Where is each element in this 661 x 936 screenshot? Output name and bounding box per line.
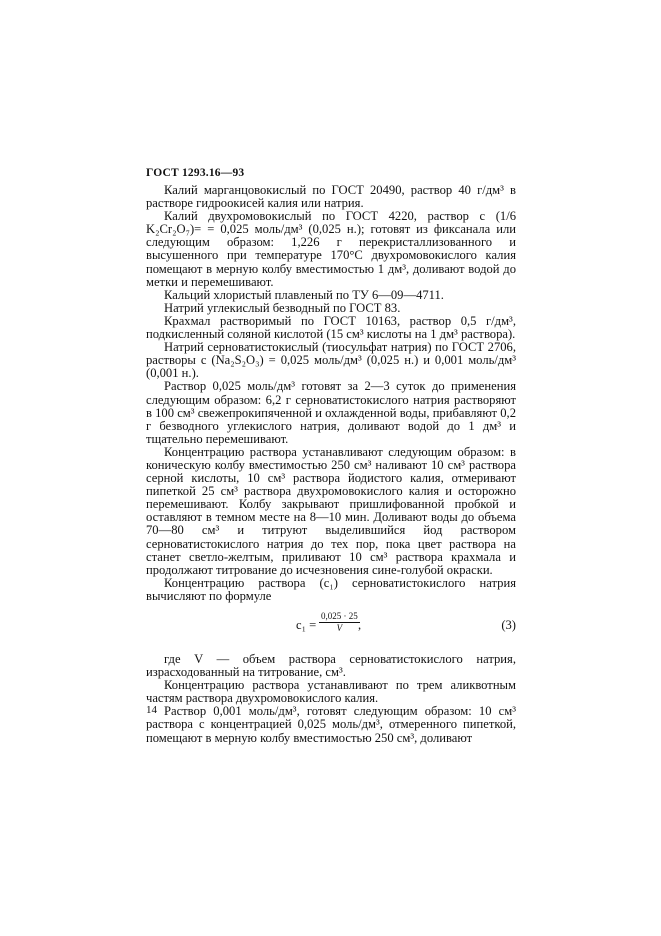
equation-number: (3): [501, 618, 516, 632]
formula-comma: ,: [358, 618, 362, 632]
paragraph: Калий марганцовокислый по ГОСТ 20490, раствор 40 г/дм³ в растворе гидроокисей калия или натрия.: [146, 183, 516, 211]
formula-lhs: c₁ =: [296, 618, 317, 632]
formula-denominator: V: [336, 623, 343, 633]
paragraph: Раствор 0,025 моль/дм³ готовят за 2—3 суток до применения следующим образом: 6,2 г серноватистокислого натрия растворяют в 100 см³ свежепрокипяченной и охлажденной воды, прибавляют 0,2 г безводного углекислого натрия, доливают водой до 1 дм³ и тщательно перемешивают.: [146, 379, 516, 446]
paragraph: Концентрацию раствора (c₁) серноватистокислого натрия вычисляют по формуле: [146, 575, 516, 603]
paragraph: Раствор 0,001 моль/дм³, готовят следующим образом: 10 см³ раствора с концентрацией 0,025 моль/дм³, отмеренного пипеткой, помещают в мерную колбу вместимостью 250 см³, доливают: [146, 704, 516, 745]
formula-3: [146, 605, 516, 647]
formula-fraction: [319, 611, 360, 634]
paragraph: Кальций хлористый плавленый по ТУ 6—09—4711.: [164, 287, 444, 302]
paragraph: Натрий углекислый безводный по ГОСТ 83.: [164, 300, 401, 315]
page-number: 14: [146, 704, 157, 716]
paragraph: Концентрацию раствора устанавливают следующим образом: в коническую колбу вместимостью 250 см³ наливают 10 см³ раствора серной кислоты, 10 см³ раствора йодистого калия, отмеривают пипеткой 25 см³ раствора двухромовокислого калия и осторожно перемешивают. Колбу закрывают пришлифованной пробкой и оставляют в темном месте на 8—10 мин. Доливают воды до объема 70—80 см³ и титруют выделившийся йод раствором серноватистокислого натрия до тех пор, пока цвет раствора на станет светло-желтым, приливают 10 см³ раствора крахмала и продолжают титрование до исчезновения сине-голубой окраски.: [146, 444, 516, 577]
document-header: ГОСТ 1293.16—93: [146, 167, 245, 179]
paragraph: Натрий серноватистокислый (тиосульфат натрия) по ГОСТ 2706, растворы c (Na₂S₂O₃) = 0,025 моль/дм³ (0,025 н.) и 0,001 моль/дм³ (0,001 н.).: [146, 340, 516, 381]
paragraph: Крахмал растворимый по ГОСТ 10163, раствор 0,5 г/дм³, подкисленный соляной кислотой (15 см³ кислоты на 1 дм³ раствора).: [146, 313, 516, 342]
formula-numerator: 0,025 · 25: [321, 611, 358, 621]
paragraph: Концентрацию раствора устанавливают по трем аликвотным частям раствора двухромовокислого калия.: [146, 678, 516, 706]
paragraph: Калий двухромовокислый по ГОСТ 4220, раствор c (1/6 K₂Cr₂O₇)= = 0,025 моль/дм³ (0,025 н.); готовят из фиксанала или следующим образом: 1,226 г перекристаллизованного и высушенного при температуре 170°С двухромовокислого калия помещают в мерную колбу вместимостью 1 дм³, доливают водой до метки и перемешивают.: [146, 209, 516, 289]
body-text: [146, 184, 516, 745]
paragraph: где V — объем раствора серноватистокислого натрия, израсходованный на титрование, см³.: [146, 652, 516, 680]
